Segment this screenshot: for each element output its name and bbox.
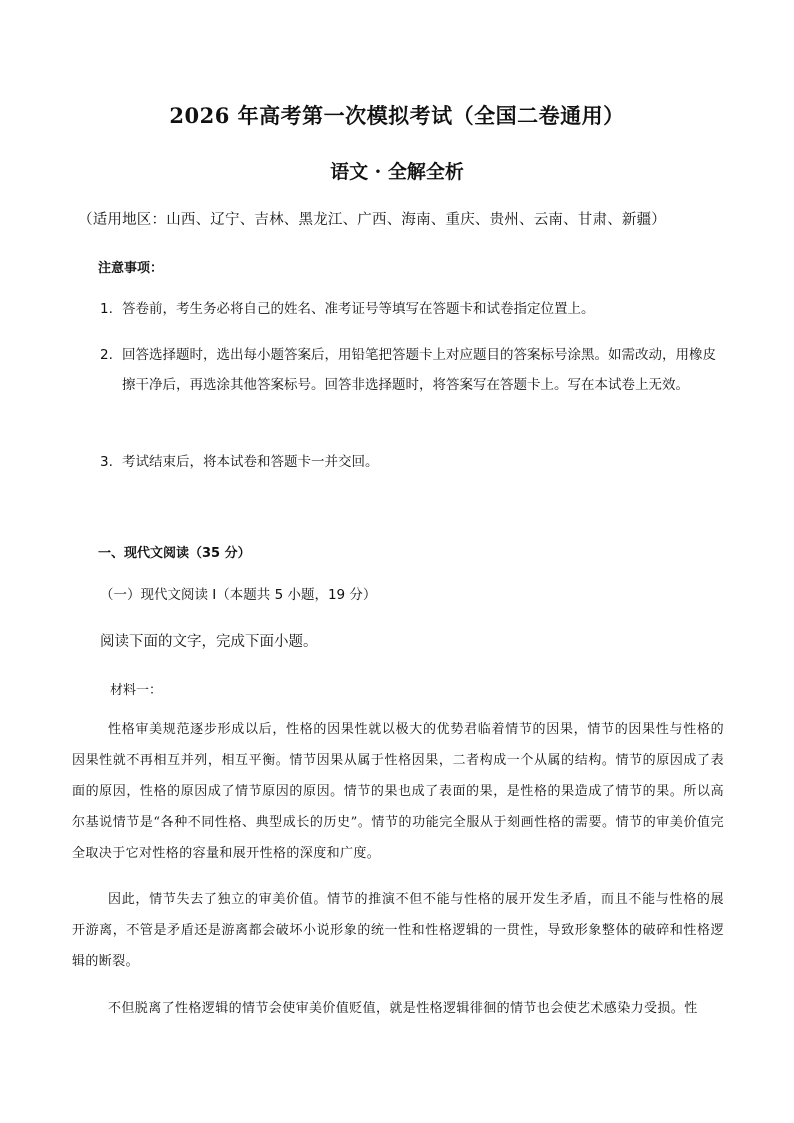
subsection-heading: （一）现代文阅读 I（本题共 5 小题，19 分） xyxy=(100,587,377,603)
notice-item-number: 3. xyxy=(100,454,113,470)
notice-item-number: 1. xyxy=(100,301,113,317)
notice-item-text: 回答选择题时，选出每小题答案后，用铅笔把答题卡上对应题目的答案标号涂黑。如需改动，用橡皮擦干净后，再选涂其他答案标号。回答非选择题时，将答案写在答题卡上。写在本试卷上无效。 xyxy=(122,347,716,393)
exam-title: 2026 年高考第一次模拟考试（全国二卷通用） xyxy=(169,103,625,128)
material-label: 材料一： xyxy=(110,683,163,698)
exam-subtitle: 语文 · 全解全析 xyxy=(330,161,464,183)
material-paragraph: 不但脱离了性格逻辑的情节会使审美价值贬值，就是性格逻辑徘徊的情节也会使艺术感染力受损。性 xyxy=(108,1001,698,1016)
notice-heading: 注意事项： xyxy=(98,261,164,276)
notice-item-text: 考试结束后，将本试卷和答题卡一并交回。 xyxy=(122,454,379,470)
section-heading: 一、现代文阅读（35 分） xyxy=(98,546,251,561)
applicable-regions: （适用地区：山西、辽宁、吉林、黑龙江、广西、海南、重庆、贵州、云南、甘肃、新疆） xyxy=(78,212,666,228)
material-paragraph: 性格审美规范逐步形成以后，性格的因果性就以极大的优势君临着情节的因果，情节的因果性与性格的因果性就不再相互并列，相互平衡。情节因果从属于性格因果，二者构成一个从属的结构。情节的原因成了表面的原因，性格的原因成了情节原因的原因。情节的果也成了表面的果，是性格的果造成了情节的果。所以高尔基说情节是“各种不同性格、典型成长的历史”。情节的功能完全服从于刻画性格的需要。情节的审美价值完全取决于它对性格的容量和展开性格的深度和广度。 xyxy=(72,722,724,861)
notice-item-number: 2. xyxy=(100,347,113,363)
notice-item xyxy=(98,294,728,324)
notice-item xyxy=(98,340,728,400)
material-paragraph: 因此，情节失去了独立的审美价值。情节的推演不但不能与性格的展开发生矛盾，而且不能与性格的展开游离，不管是矛盾还是游离都会破坏小说形象的统一性和性格逻辑的一贯性，导致形象整体的破碎和性格逻辑的断裂。 xyxy=(72,892,724,969)
notice-item xyxy=(98,447,728,477)
reading-instruction: 阅读下面的文字，完成下面小题。 xyxy=(100,634,318,650)
notice-item-text: 答卷前，考生务必将自己的姓名、准考证号等填写在答题卡和试卷指定位置上。 xyxy=(122,301,595,317)
